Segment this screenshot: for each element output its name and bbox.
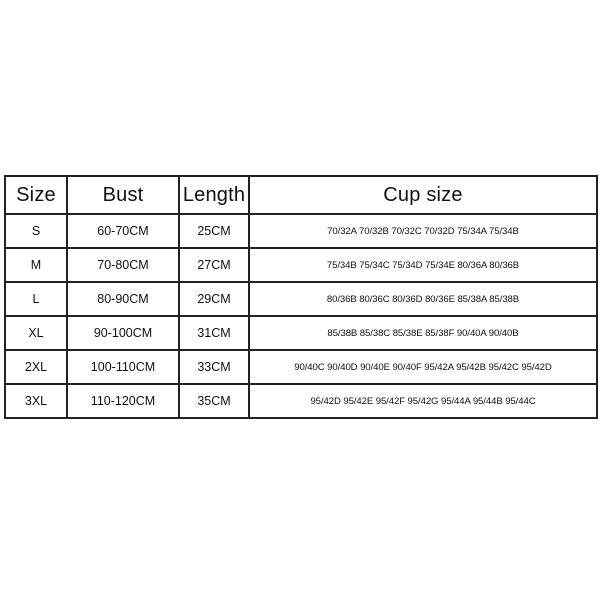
header-row [5,176,597,214]
cell-bust: 100-110CM [67,350,179,384]
header-length: Length [179,176,249,214]
cell-cup-size: 90/40C 90/40D 90/40E 90/40F 95/42A 95/42B 95/42C 95/42D [249,350,597,384]
cell-cup-size: 70/32A 70/32B 70/32C 70/32D 75/34A 75/34B [249,214,597,248]
table-row [5,282,597,316]
table-row [5,248,597,282]
header-size: Size [5,176,67,214]
cell-length: 27CM [179,248,249,282]
table-row [5,384,597,418]
header-cup-size: Cup size [249,176,597,214]
cell-size: XL [5,316,67,350]
cell-length: 33CM [179,350,249,384]
cell-cup-size: 95/42D 95/42E 95/42F 95/42G 95/44A 95/44B 95/44C [249,384,597,418]
cell-size: M [5,248,67,282]
cell-length: 25CM [179,214,249,248]
cell-size: S [5,214,67,248]
table-row [5,316,597,350]
cell-bust: 110-120CM [67,384,179,418]
size-chart-table [4,175,598,419]
cell-length: 31CM [179,316,249,350]
cell-length: 29CM [179,282,249,316]
header-bust: Bust [67,176,179,214]
table-row [5,350,597,384]
cell-size: 3XL [5,384,67,418]
table-row [5,214,597,248]
cell-bust: 70-80CM [67,248,179,282]
cell-cup-size: 80/36B 80/36C 80/36D 80/36E 85/38A 85/38B [249,282,597,316]
cell-size: L [5,282,67,316]
cell-cup-size: 85/38B 85/38C 85/38E 85/38F 90/40A 90/40B [249,316,597,350]
cell-bust: 60-70CM [67,214,179,248]
cell-bust: 90-100CM [67,316,179,350]
cell-length: 35CM [179,384,249,418]
cell-cup-size: 75/34B 75/34C 75/34D 75/34E 80/36A 80/36B [249,248,597,282]
cell-size: 2XL [5,350,67,384]
cell-bust: 80-90CM [67,282,179,316]
